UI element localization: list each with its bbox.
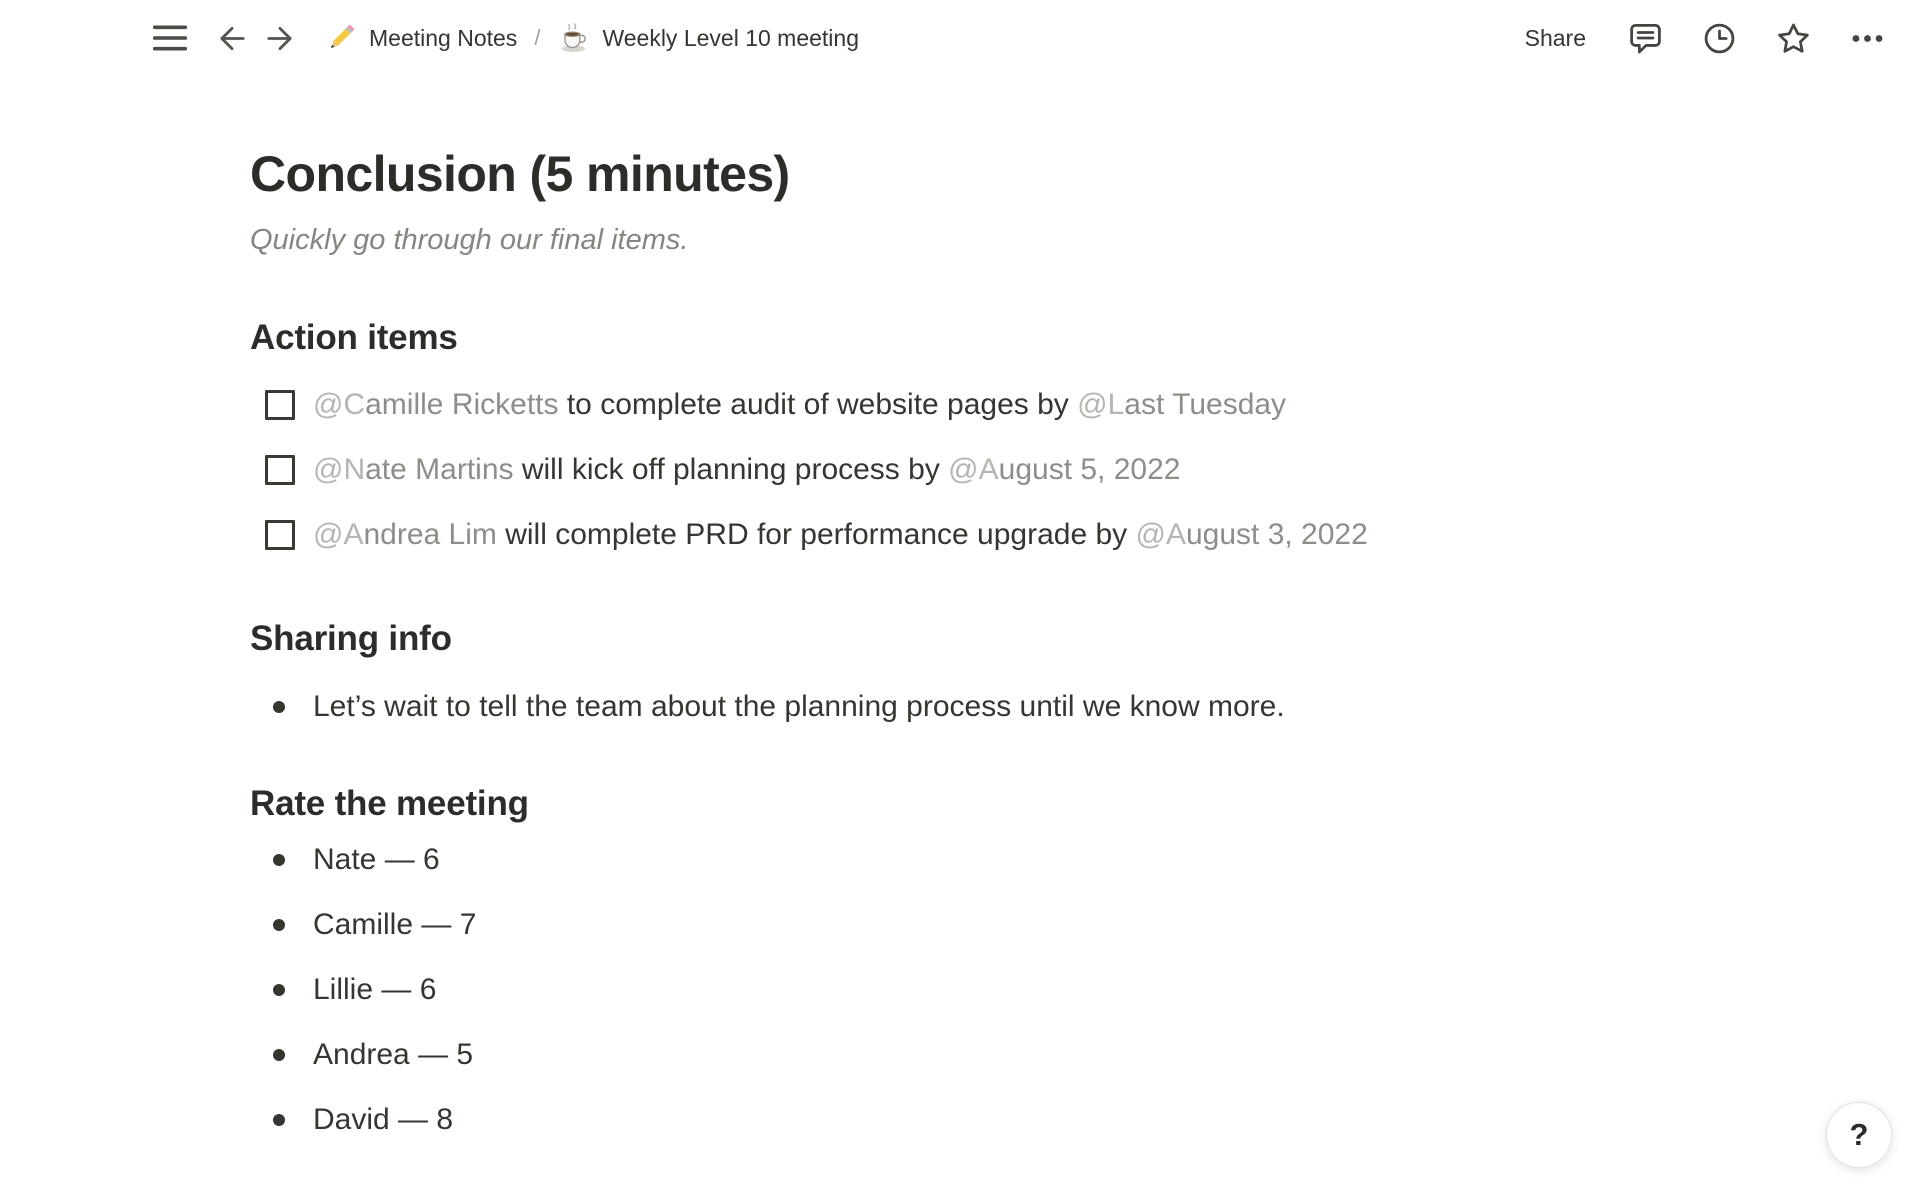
ellipsis-icon [1849,20,1886,57]
list-item-text: David — 8 [313,1102,454,1136]
list-item-text: Lillie — 6 [313,972,437,1006]
breadcrumb-current-label: Weekly Level 10 meeting [602,24,859,51]
favorite-button[interactable] [1775,20,1812,57]
pencil-emoji-icon [324,21,358,55]
todo-text-body: will kick off planning process by [513,452,949,486]
breadcrumb-item-current[interactable] [553,19,863,57]
todo-checkbox[interactable] [265,520,295,550]
bullet-dot [273,919,285,931]
sidebar-menu-button[interactable] [153,24,187,52]
list-item [250,827,1400,892]
heading-rate-meeting: Rate the meeting [250,784,529,823]
page-title: Conclusion (5 minutes) [250,146,790,202]
breadcrumb-parent-label: Meeting Notes [369,24,518,51]
forward-button[interactable] [264,23,295,54]
todo-text [313,388,1286,422]
bullet-dot [273,1049,285,1061]
back-button[interactable] [217,23,248,54]
todo-checkbox[interactable] [265,390,295,420]
history-nav [217,23,295,54]
star-icon [1775,20,1812,57]
todo-text-body: to complete audit of website pages by [558,387,1078,421]
breadcrumb-item-parent[interactable] [320,19,521,57]
comment-icon [1627,20,1664,57]
heading-action-items: Action items [250,318,458,357]
comments-button[interactable] [1627,20,1664,57]
list-item-text: Let’s wait to tell the team about the planning process until we know more. [313,689,1285,723]
todo-item [265,372,1400,437]
todo-item [265,502,1400,567]
coffee-emoji-icon [557,21,591,55]
person-mention[interactable]: @Nate Martins [313,452,514,486]
top-bar [0,0,1920,76]
heading-sharing-info: Sharing info [250,619,452,658]
date-mention[interactable]: @Last Tuesday [1077,387,1287,421]
todo-text [313,518,1368,552]
arrow-right-icon [264,23,295,54]
todo-checkbox[interactable] [265,455,295,485]
help-button[interactable]: ? [1826,1102,1892,1168]
list-item [250,1022,1400,1087]
arrow-left-icon [217,23,248,54]
date-mention[interactable]: @August 5, 2022 [948,452,1181,486]
list-item [250,674,1400,739]
bullet-dot [273,984,285,996]
bullet-dot [273,701,285,713]
page-content [250,76,1400,1152]
list-item-text: Nate — 6 [313,842,440,876]
more-button[interactable] [1849,20,1886,57]
topbar-actions [1521,20,1886,57]
page-subtitle: Quickly go through our final items. [250,224,689,256]
hamburger-icon [153,24,187,52]
todo-text-body: will complete PRD for performance upgrade by [496,517,1136,551]
todo-item [265,437,1400,502]
bullet-dot [273,854,285,866]
todo-list [250,372,1400,567]
list-item [250,957,1400,1022]
date-mention[interactable]: @August 3, 2022 [1135,517,1368,551]
bullet-dot [273,1114,285,1126]
list-item-text: Andrea — 5 [313,1037,474,1071]
rate-meeting-list [250,827,1400,1152]
list-item [250,1087,1400,1152]
person-mention[interactable]: @Camille Ricketts [313,387,559,421]
clock-icon [1701,20,1738,57]
sharing-info-list [250,674,1400,739]
breadcrumb [320,19,863,57]
share-button[interactable]: Share [1521,23,1590,54]
person-mention[interactable]: @Andrea Lim [313,517,497,551]
list-item [250,892,1400,957]
list-item-text: Camille — 7 [313,907,477,941]
todo-text [313,453,1180,487]
updates-button[interactable] [1701,20,1738,57]
breadcrumb-separator: / [534,25,541,50]
